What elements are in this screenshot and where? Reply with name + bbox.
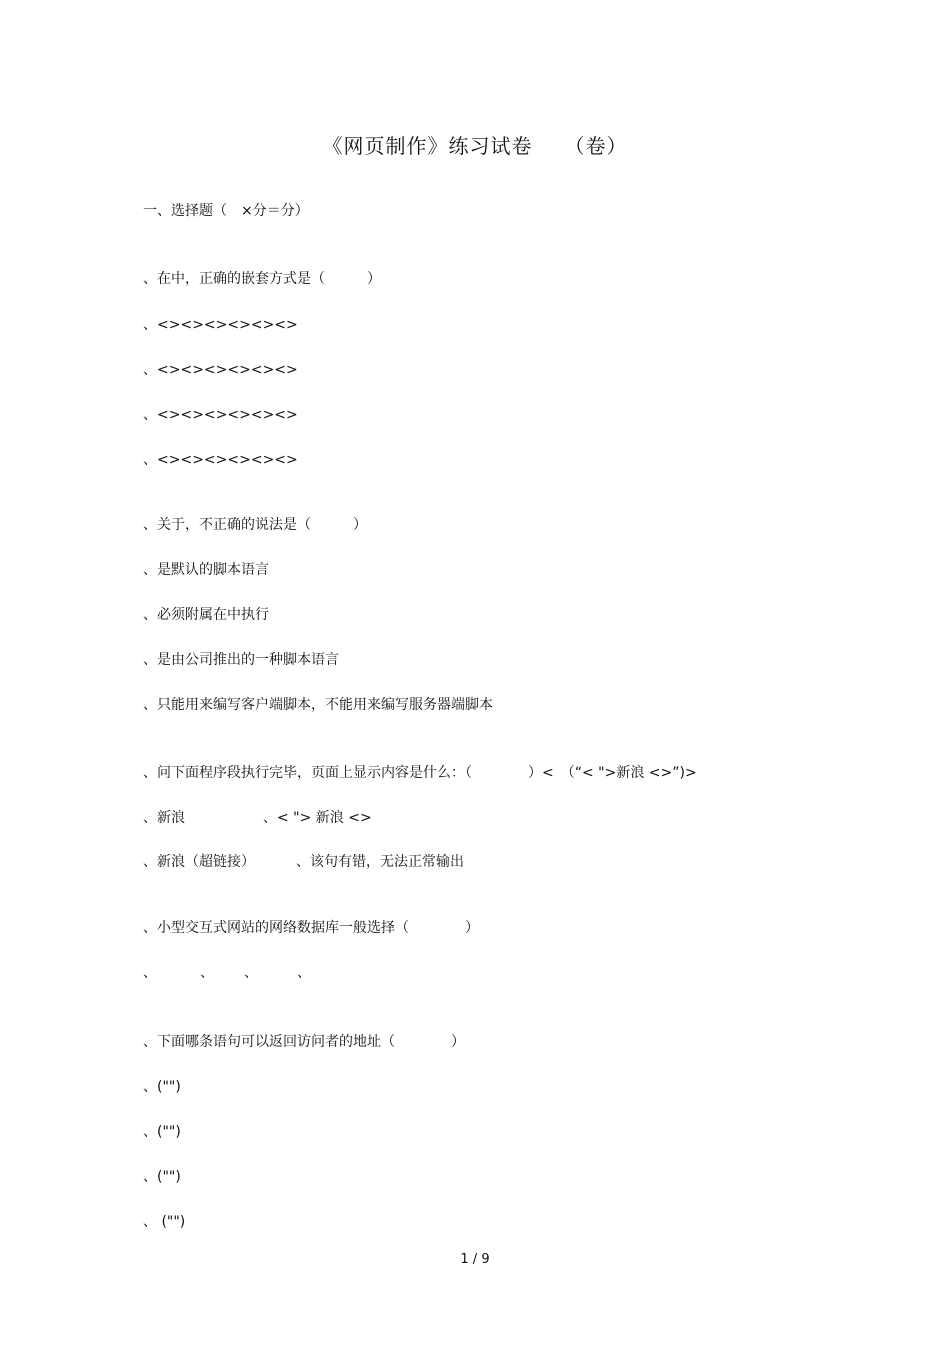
question-1-option-d: 、<><><><><><>: [143, 452, 298, 468]
question-1-option-c: 、<><><><><><>: [143, 407, 298, 423]
page-number: 1 / 9: [460, 1252, 490, 1267]
question-3-stem: 、问下面程序段执行完毕，页面上显示内容是什么：（ ）< （“< ">新浪 <>”)>: [143, 765, 697, 781]
question-3-option-d: 、该句有错，无法正常输出: [296, 854, 464, 870]
question-2-option-a: 、是默认的脚本语言: [143, 562, 269, 578]
question-1-option-b: 、<><><><><><>: [143, 362, 298, 378]
question-5-stem: 、下面哪条语句可以返回访问者的地址（ ）: [143, 1034, 465, 1050]
question-4-option-d: 、: [297, 965, 311, 981]
question-4-option-c: 、: [244, 965, 258, 981]
question-1-stem: 、在中，正确的嵌套方式是（ ）: [143, 271, 381, 287]
question-3-option-a: 、新浪: [143, 810, 185, 826]
question-5-option-b: 、(""): [143, 1124, 181, 1140]
question-4-option-a: 、: [143, 965, 157, 981]
question-1-option-a: 、<><><><><><>: [143, 317, 298, 333]
question-5-option-a: 、(""): [143, 1079, 181, 1095]
question-2-option-d: 、只能用来编写客户端脚本，不能用来编写服务器端脚本: [143, 697, 493, 713]
question-2-stem: 、关于，不正确的说法是（ ）: [143, 517, 367, 533]
question-5-option-c: 、(""): [143, 1169, 181, 1185]
question-4-stem: 、小型交互式网站的网络数据库一般选择（ ）: [143, 920, 479, 936]
section-heading-choice: 一、选择题（ ×分＝分）: [143, 203, 309, 219]
page-title: 《网页制作》练习试卷 （卷）: [322, 134, 628, 158]
question-5-option-d: 、 (""): [143, 1214, 186, 1230]
question-3-option-b: 、< "> 新浪 <>: [263, 810, 372, 826]
question-3-option-c: 、新浪（超链接）: [143, 854, 255, 870]
question-4-option-b: 、: [200, 965, 214, 981]
question-2-option-c: 、是由公司推出的一种脚本语言: [143, 652, 339, 668]
question-2-option-b: 、必须附属在中执行: [143, 607, 269, 623]
